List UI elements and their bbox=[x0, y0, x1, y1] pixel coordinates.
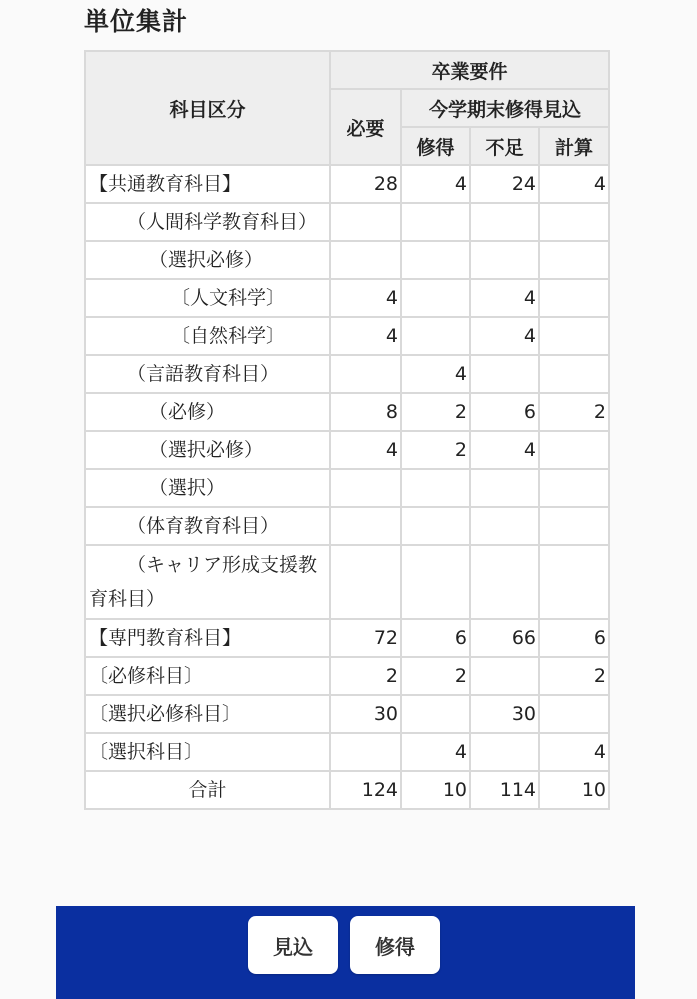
table-row bbox=[85, 279, 609, 317]
footer-bar bbox=[56, 906, 635, 999]
category-cell: 〔自然科学〕 bbox=[85, 317, 330, 355]
shortfall-cell: 24 bbox=[470, 165, 539, 203]
earned-cell bbox=[401, 241, 470, 279]
total-calc-cell: 10 bbox=[539, 771, 609, 809]
shortfall-cell bbox=[470, 203, 539, 241]
calc-cell bbox=[539, 545, 609, 619]
total-row bbox=[85, 771, 609, 809]
required-cell: 4 bbox=[330, 317, 401, 355]
earned-cell bbox=[401, 507, 470, 545]
table-row bbox=[85, 203, 609, 241]
calc-cell bbox=[539, 203, 609, 241]
calc-cell bbox=[539, 507, 609, 545]
table-row bbox=[85, 393, 609, 431]
required-cell: 4 bbox=[330, 431, 401, 469]
calc-cell bbox=[539, 241, 609, 279]
shortfall-cell: 4 bbox=[470, 279, 539, 317]
total-required-cell: 124 bbox=[330, 771, 401, 809]
table-row bbox=[85, 431, 609, 469]
required-cell: 72 bbox=[330, 619, 401, 657]
earned-cell: 2 bbox=[401, 657, 470, 695]
earned-cell: 6 bbox=[401, 619, 470, 657]
required-cell: 4 bbox=[330, 279, 401, 317]
calc-cell: 2 bbox=[539, 657, 609, 695]
total-shortfall-cell: 114 bbox=[470, 771, 539, 809]
expected-button[interactable]: 見込 bbox=[248, 916, 338, 974]
graduation-requirements-header: 卒業要件 bbox=[330, 51, 609, 89]
category-cell: （必修） bbox=[85, 393, 330, 431]
calc-cell bbox=[539, 317, 609, 355]
calc-cell: 4 bbox=[539, 165, 609, 203]
category-cell: 【共通教育科目】 bbox=[85, 165, 330, 203]
table-row bbox=[85, 469, 609, 507]
page-title: 単位集計 bbox=[84, 7, 189, 36]
shortfall-cell: 66 bbox=[470, 619, 539, 657]
required-cell bbox=[330, 733, 401, 771]
category-cell: 〔人文科学〕 bbox=[85, 279, 330, 317]
required-cell bbox=[330, 507, 401, 545]
earned-button[interactable]: 修得 bbox=[350, 916, 440, 974]
shortfall-cell bbox=[470, 733, 539, 771]
shortfall-cell bbox=[470, 507, 539, 545]
table-row bbox=[85, 545, 609, 619]
table-row bbox=[85, 165, 609, 203]
shortfall-cell: 6 bbox=[470, 393, 539, 431]
category-cell: 〔選択必修科目〕 bbox=[85, 695, 330, 733]
earned-cell: 4 bbox=[401, 355, 470, 393]
shortfall-cell: 30 bbox=[470, 695, 539, 733]
shortfall-cell bbox=[470, 657, 539, 695]
earned-cell: 4 bbox=[401, 733, 470, 771]
required-cell bbox=[330, 545, 401, 619]
table-row bbox=[85, 619, 609, 657]
category-cell: （人間科学教育科目） bbox=[85, 203, 330, 241]
calc-cell: 2 bbox=[539, 393, 609, 431]
shortfall-header: 不足 bbox=[470, 127, 539, 165]
earned-cell bbox=[401, 469, 470, 507]
table-row bbox=[85, 317, 609, 355]
calc-header: 計算 bbox=[539, 127, 609, 165]
earned-cell: 4 bbox=[401, 165, 470, 203]
category-cell: （選択） bbox=[85, 469, 330, 507]
category-cell: （選択必修） bbox=[85, 431, 330, 469]
earned-cell bbox=[401, 695, 470, 733]
required-cell: 8 bbox=[330, 393, 401, 431]
required-cell bbox=[330, 203, 401, 241]
table-row bbox=[85, 241, 609, 279]
required-cell bbox=[330, 469, 401, 507]
earned-cell: 2 bbox=[401, 393, 470, 431]
category-cell: （体育教育科目） bbox=[85, 507, 330, 545]
required-cell: 30 bbox=[330, 695, 401, 733]
required-header: 必要 bbox=[330, 89, 401, 165]
earned-cell bbox=[401, 279, 470, 317]
shortfall-cell bbox=[470, 469, 539, 507]
earned-cell bbox=[401, 545, 470, 619]
category-cell: 〔必修科目〕 bbox=[85, 657, 330, 695]
category-cell: （言語教育科目） bbox=[85, 355, 330, 393]
category-cell: 〔選択科目〕 bbox=[85, 733, 330, 771]
calc-cell bbox=[539, 695, 609, 733]
required-cell bbox=[330, 355, 401, 393]
calc-cell bbox=[539, 279, 609, 317]
required-cell: 28 bbox=[330, 165, 401, 203]
table-row bbox=[85, 657, 609, 695]
table-row bbox=[85, 355, 609, 393]
calc-cell: 6 bbox=[539, 619, 609, 657]
calc-cell bbox=[539, 431, 609, 469]
earned-cell bbox=[401, 317, 470, 355]
category-cell: （キャリア形成支援教育科目） bbox=[85, 545, 330, 619]
total-label-cell: 合計 bbox=[85, 771, 330, 809]
earned-header: 修得 bbox=[401, 127, 470, 165]
shortfall-cell: 4 bbox=[470, 431, 539, 469]
required-cell bbox=[330, 241, 401, 279]
shortfall-cell: 4 bbox=[470, 317, 539, 355]
credits-summary-table bbox=[84, 50, 610, 810]
total-earned-cell: 10 bbox=[401, 771, 470, 809]
calc-cell: 4 bbox=[539, 733, 609, 771]
category-cell: （選択必修） bbox=[85, 241, 330, 279]
table-row bbox=[85, 733, 609, 771]
shortfall-cell bbox=[470, 355, 539, 393]
term-end-expected-header: 今学期末修得見込 bbox=[401, 89, 609, 127]
shortfall-cell bbox=[470, 545, 539, 619]
required-cell: 2 bbox=[330, 657, 401, 695]
earned-cell bbox=[401, 203, 470, 241]
table-row bbox=[85, 695, 609, 733]
calc-cell bbox=[539, 355, 609, 393]
calc-cell bbox=[539, 469, 609, 507]
category-header: 科目区分 bbox=[85, 51, 330, 165]
shortfall-cell bbox=[470, 241, 539, 279]
category-cell: 【専門教育科目】 bbox=[85, 619, 330, 657]
earned-cell: 2 bbox=[401, 431, 470, 469]
table-row bbox=[85, 507, 609, 545]
